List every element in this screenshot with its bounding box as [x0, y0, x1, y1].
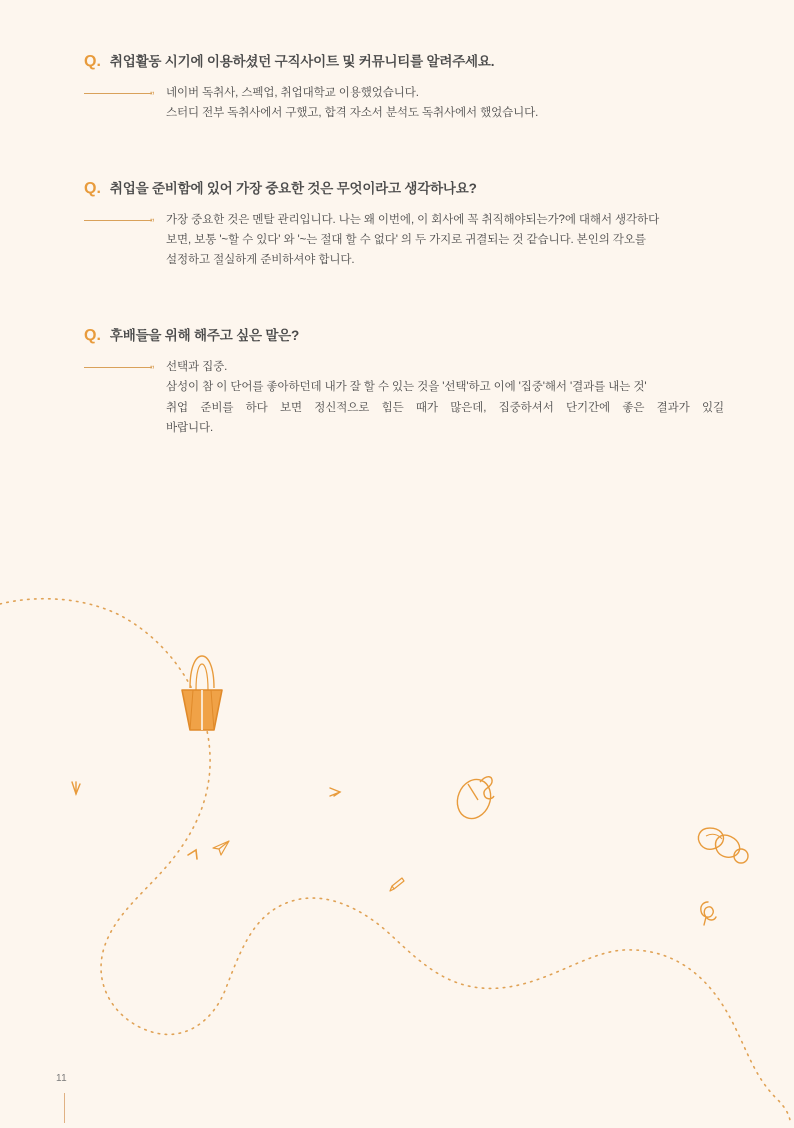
answer-line: 선택과 집중.: [166, 361, 228, 374]
qa-list: [84, 52, 724, 482]
qa-block: [84, 179, 724, 270]
answer-text: [166, 210, 724, 270]
question-text: 취업을 준비함에 있어 가장 중요한 것은 무엇이라고 생각하나요?: [109, 181, 477, 197]
qa-block: [84, 326, 724, 437]
paperclip-icon: [701, 902, 716, 925]
pills-icon: [697, 825, 748, 863]
quote-mark-icon: „: [150, 355, 155, 371]
binder-clip-icon: [182, 656, 222, 730]
answer-row: [84, 80, 724, 123]
answer-text: [166, 357, 724, 438]
arrow-icon: [330, 788, 340, 796]
question-marker: Q.: [84, 53, 101, 70]
lead-rule: [84, 367, 152, 368]
computer-mouse-icon: [452, 774, 497, 823]
question-row: [84, 52, 724, 72]
answer-line: 가장 중요한 것은 멘탈 관리입니다. 나는 왜 이번에, 이 회사에 꼭 취직해야되는가?에 대해서 생각하다: [166, 214, 660, 227]
answer-text: [166, 83, 724, 123]
question-marker: Q.: [84, 180, 101, 198]
answer-line: 바랍니다.: [166, 421, 214, 434]
paper-plane-icon: [213, 841, 229, 855]
answer-line: 보면, 보통 '~할 수 있다' 와 '~는 절대 할 수 없다' 의 두 가지로 귀결되는 것 같습니다. 본인의 각오를: [166, 234, 646, 247]
arrow-icon: [72, 782, 80, 794]
decoration-layer: [0, 560, 794, 1123]
page-number: 11: [56, 1073, 67, 1084]
answer-row: [84, 355, 724, 438]
answer-lead-line: [84, 355, 166, 374]
question-marker: Q.: [84, 327, 101, 345]
answer-lead-line: [84, 80, 166, 100]
lead-rule: [84, 93, 152, 94]
question-text: 취업활동 시기에 이용하셨던 구직사이트 및 커뮤니티를 알려주세요.: [109, 54, 495, 69]
quote-mark-icon: „: [150, 208, 155, 224]
dotted-path-decoration: [0, 599, 790, 1120]
answer-line: 삼성이 참 이 단어를 좋아하던데 내가 잘 할 수 있는 것을 '선택'하고 이에 '집중'해서 '결과를 내는 것': [166, 381, 647, 394]
lead-rule: [84, 220, 152, 221]
answer-line: 스터디 전부 독취사에서 구했고, 합격 자소서 분석도 독취사에서 했었습니다.: [166, 107, 539, 120]
answer-lead-line: [84, 208, 166, 227]
arrow-icon: [188, 850, 197, 859]
question-text: 후배들을 위해 해주고 싶은 말은?: [109, 328, 300, 344]
answer-line: 취업 준비를 하다 보면 정신적으로 힘든 때가 많은데, 집중하셔서 단기간에 좋은 결과가 있길: [166, 401, 724, 414]
quote-mark-icon: „: [150, 80, 155, 96]
pencil-icon: [390, 878, 404, 891]
answer-line: 설정하고 절실하게 준비하셔야 합니다.: [166, 254, 355, 267]
question-row: [84, 326, 724, 346]
page-number-rule: [64, 1093, 65, 1123]
question-row: [84, 179, 724, 199]
answer-row: [84, 208, 724, 270]
qa-block: [84, 52, 724, 123]
answer-line: 네이버 독취사, 스펙업, 취업대학교 이용했었습니다.: [166, 86, 419, 99]
